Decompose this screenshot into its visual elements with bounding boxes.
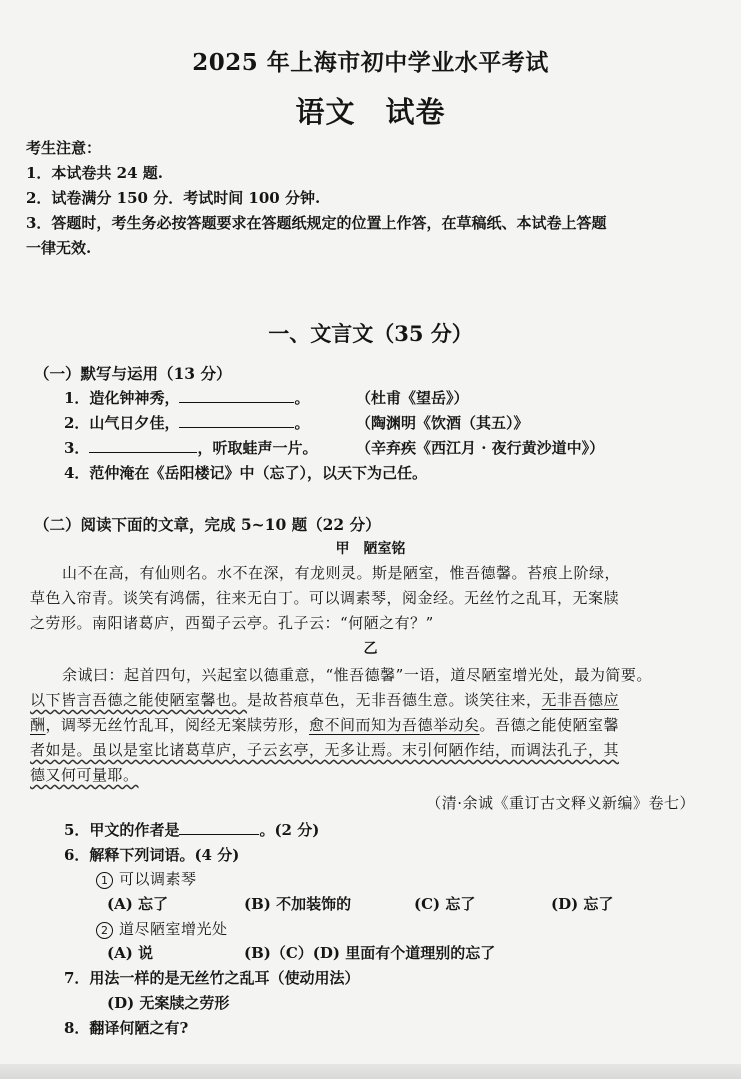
question-6-item-2-text: 道尽陋室增光处 [119,920,228,938]
q6-1-option-d: (D) 忘了 [551,895,614,913]
passage-yi-line-1: 余诚曰：起首四句，兴起室以德重意，“惟吾德馨”一语，道尽陋室增光处，最为简要。 [62,666,652,684]
notice-heading: 考生注意： [26,139,102,157]
underlined-phrase: 愈不间而知为吾德举动矣 [309,716,480,734]
question-6-item-2 [96,918,228,939]
q6-1-option-b: (B) 不加装饰的 [244,895,352,913]
circled-number-icon: 1 [96,872,113,889]
q6-2-option-bcd: (B)（C）(D) 里面有个道理别的忘了 [244,944,496,962]
question-2-text: 2．山气日夕佳， [64,414,180,432]
bottom-edge [0,1064,741,1079]
part1-heading: （一）默写与运用（13 分） [34,364,232,383]
question-3-source: （辛弃疾《西江月 · 夜行黄沙道中》） [356,439,605,457]
question-8: 8．翻译何陋之有? [64,1019,189,1037]
passage-yi-line-4: 者如是。虽以是室比诸葛草庐，子云玄亭，无多让焉。末引何陋作结，而调法孔子，其 [30,741,620,759]
q6-2-option-a: (A) 说 [107,944,154,962]
exam-subtitle: 语文 试卷 [295,95,446,129]
question-5-end: 。(2 分) [259,821,320,839]
passage-jia-line-3: 之劳形。南阳诸葛庐，西蜀子云亭。孔子云：“何陋之有？” [30,614,434,632]
question-5 [64,819,319,840]
section-title: 一、文言文（35 分） [268,321,473,346]
notice-item-3: 3．答题时，考生务必按答题要求在答题纸规定的位置上作答，在草稿纸、本试卷上答题 [26,214,607,232]
passage-text: ，调琴无丝竹乱耳，阅经无案牍劳形， [45,716,310,734]
question-3-text: 3． [64,439,90,457]
answer-blank [89,438,197,453]
question-2-source: （陶渊明《饮酒（其五）》 [356,414,529,432]
question-1-end: 。 [294,389,310,407]
passage-citation: （清·余诚《重订古文释义新编》卷七） [426,794,695,812]
notice-item-1: 1．本试卷共 24 题. [26,164,163,182]
part2-heading: （二）阅读下面的文章，完成 5~10 题（22 分） [34,515,381,534]
question-4: 4．范仲淹在《岳阳楼记》中（忘了），以天下为己任。 [64,464,427,482]
question-1 [64,387,309,408]
question-1-source: （杜甫《望岳》） [356,389,469,407]
question-5-text: 5．甲文的作者是 [64,821,180,839]
passage-text: 是故苔痕草色，无非吾德生意。谈笑往来， [247,691,542,709]
passage-yi-line-3 [30,714,619,735]
passage-text: 。吾德之能使陋室馨 [479,716,620,734]
q6-1-option-a: (A) 忘了 [107,895,169,913]
wavy-underlined-sentence: 以下皆言吾德之能使陋室馨也。 [30,691,248,709]
notice-item-4: 一律无效. [26,239,92,257]
question-2-end: 。 [294,414,310,432]
answer-blank [179,820,259,835]
q6-1-option-c: (C) 忘了 [414,895,476,913]
passage-yi-title: 乙 [363,641,378,657]
passage-jia-line-1: 山不在高，有仙则名。水不在深，有龙则灵。斯是陋室，惟吾德馨。苔痕上阶绿， [62,564,621,582]
question-6: 6．解释下列词语。(4 分) [64,846,240,864]
underlined-phrase: 酬 [30,716,46,734]
question-1-text: 1．造化钟神秀， [64,389,180,407]
notice-item-2: 2．试卷满分 150 分．考试时间 100 分钟. [26,189,321,207]
circled-number-icon: 2 [96,922,113,939]
passage-jia-title: 甲 陋室铭 [335,541,406,557]
question-7-answer: (D) 无案牍之劳形 [107,994,230,1012]
passage-jia-line-2: 草色入帘青。谈笑有鸿儒，往来无白丁。可以调素琴，阅金经。无丝竹之乱耳，无案牍 [30,589,620,607]
passage-yi-line-5: 德又何可量耶。 [30,766,139,784]
question-6-item-1 [96,868,197,889]
answer-blank [179,413,294,428]
question-7: 7．用法一样的是无丝竹之乱耳（使动用法） [64,969,360,987]
question-3-end: ，听取蛙声一片。 [197,439,318,457]
exam-title: 2025 年上海市初中学业水平考试 [192,49,549,76]
passage-yi-line-2 [30,689,619,710]
answer-blank [179,388,294,403]
underlined-phrase: 无非吾德应 [541,691,620,709]
question-3 [64,437,317,458]
question-6-item-1-text: 可以调素琴 [119,870,197,888]
question-2 [64,412,309,433]
